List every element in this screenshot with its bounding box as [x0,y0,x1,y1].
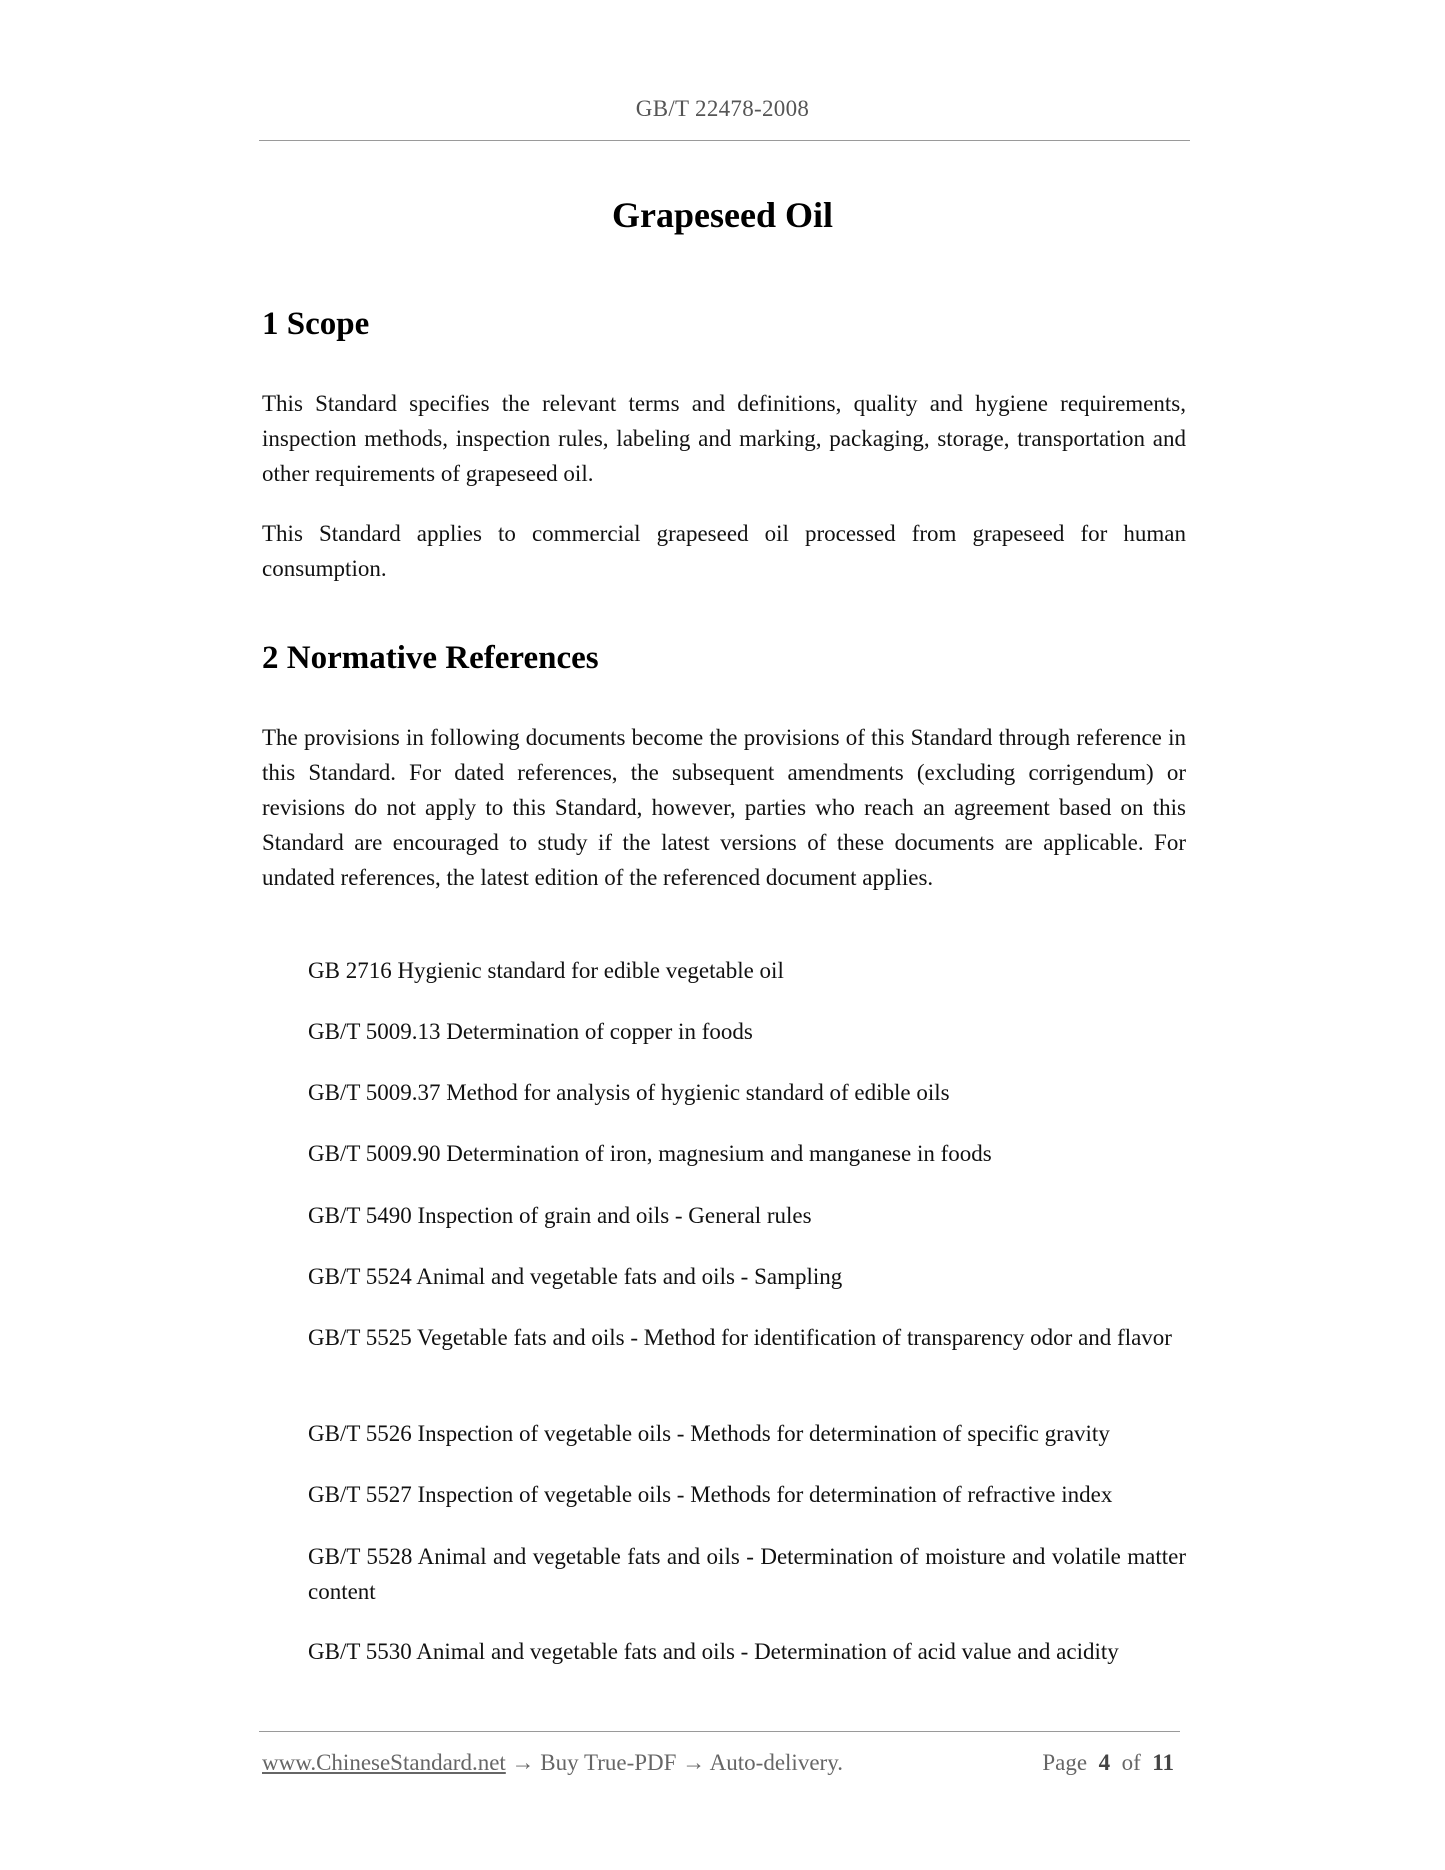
page-label: Page [1042,1750,1088,1775]
footer-promo [262,1750,843,1776]
page-total: 11 [1152,1750,1174,1775]
buy-pdf-text: Buy True-PDF [540,1750,677,1775]
reference-item: GB/T 5526 Inspection of vegetable oils - Methods for determination of specific gravity [308,1421,1110,1446]
section-heading-normative-references: 2 Normative References [262,640,599,676]
reference-item: GB/T 5530 Animal and vegetable fats and oils - Determination of acid value and acidity [308,1639,1119,1664]
references-intro-paragraph: The provisions in following documents become the provisions of this Standard through reference in this Standard. For dated references, the subsequent amendments (excluding corrigendum) or revisions do not apply to this Standard, however, parties who reach an agreement based on this Standard are encouraged to study if the latest versions of these documents are applicable. For undated references, the latest edition of the referenced document applies. [262,725,1186,890]
reference-item: GB/T 5009.90 Determination of iron, magnesium and manganese in foods [308,1141,992,1166]
reference-item: GB/T 5527 Inspection of vegetable oils - Methods for determination of refractive index [308,1482,1113,1507]
header-divider [259,140,1190,141]
footer-divider [259,1731,1180,1732]
page-current: 4 [1098,1750,1111,1775]
auto-delivery-text: Auto-delivery. [709,1750,843,1775]
scope-paragraph-2: This Standard applies to commercial grapeseed oil processed from grapeseed for human consumption. [262,521,1186,581]
reference-item: GB/T 5490 Inspection of grain and oils - General rules [308,1203,812,1228]
reference-item: GB/T 5524 Animal and vegetable fats and oils - Sampling [308,1264,843,1289]
section-heading-scope: 1 Scope [262,306,370,342]
reference-item: GB/T 5525 Vegetable fats and oils - Method for identification of transparency odor and flavor [308,1325,1172,1350]
scope-paragraph-1: This Standard specifies the relevant terms and definitions, quality and hygiene requirements, inspection methods, inspection rules, labeling and marking, packaging, storage, transportation and other requirements of grapeseed oil. [262,391,1186,486]
reference-item: GB/T 5528 Animal and vegetable fats and oils - Determination of moisture and volatile matter content [308,1544,1186,1604]
reference-item: GB/T 5009.13 Determination of copper in foods [308,1019,753,1044]
arrow-right-icon: → [682,1750,706,1775]
arrow-right-icon: → [511,1750,535,1775]
running-header: GB/T 22478-2008 [635,96,810,121]
document-title: Grapeseed Oil [612,195,833,235]
site-link[interactable]: www.ChineseStandard.net [262,1750,506,1775]
page-of-label: of [1121,1750,1141,1775]
page-number [1042,1750,1174,1776]
reference-item: GB/T 5009.37 Method for analysis of hygienic standard of edible oils [308,1080,950,1105]
reference-item: GB 2716 Hygienic standard for edible vegetable oil [308,958,784,983]
